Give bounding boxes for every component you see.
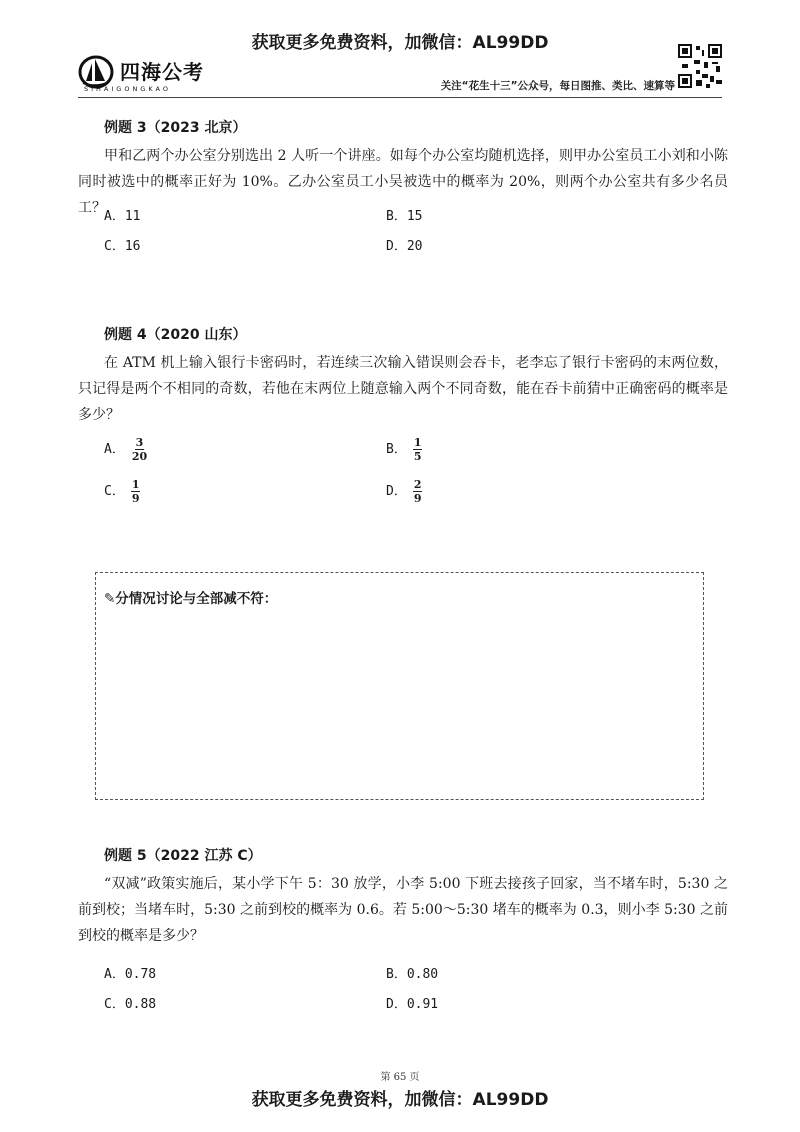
question-3-text: 甲和乙两个办公室分别选出 2 人听一个讲座。如每个办公室均随机选择，则甲办公室员工小刘和小陈同时被选中的概率正好为 10%。乙办公室员工小吴被选中的概率为 20%，则两个办公室共有多少名员工？ xyxy=(78,148,728,216)
question-5-option-c: C．0.88 xyxy=(104,997,157,1012)
logo-text-en: SIHAIGONGKAO xyxy=(84,85,171,93)
question-4-text: 在 ATM 机上输入银行卡密码时，若连续三次输入错误则会吞卡，老李忘了银行卡密码的末两位数，只记得是两个不相同的奇数，若他在末两位上随意输入两个不同奇数，能在吞卡前猜中正确密码的概率是多少？ xyxy=(78,355,728,423)
logo-text-cn: 四海公考 xyxy=(120,60,204,84)
option-letter: B． xyxy=(386,442,407,457)
question-3-option-d: D．20 xyxy=(386,239,423,254)
note-box xyxy=(95,572,704,800)
question-3-title: 例题 3（2023 北京） xyxy=(104,120,247,136)
question-5-text: “双减”政策实施后，某小学下午 5：30 放学，小李 5:00 下班去接孩子回家，当不堵车时，5:30 之前到校；当堵车时，5:30 之前到校的概率为 0.6。若 5:00～5:30 堵车的概率为 0.3，则小李 5:30 之前到校的概率是多少？ xyxy=(78,876,728,944)
question-5-option-d: D．0.91 xyxy=(386,997,439,1012)
numerator: 3 xyxy=(135,436,144,449)
brand-logo xyxy=(78,54,238,94)
promo-banner-bottom: 获取更多免费资料，加微信：AL99DD xyxy=(251,1090,549,1110)
question-5-option-a: A．0.78 xyxy=(104,967,157,982)
note-box-label: ✎分情况讨论与全部减不符： xyxy=(104,591,278,607)
header-divider xyxy=(78,97,722,98)
numerator: 1 xyxy=(131,478,140,491)
question-3-option-a: A．11 xyxy=(104,209,141,224)
denominator: 9 xyxy=(131,492,140,505)
numerator: 1 xyxy=(413,436,422,449)
fraction xyxy=(413,478,423,505)
numerator: 2 xyxy=(413,478,422,491)
header-note: 关注“花生十三”公众号，每日图推、类比、速算等 xyxy=(440,80,675,92)
question-4-title: 例题 4（2020 山东） xyxy=(104,327,247,343)
qr-code-icon xyxy=(678,44,722,88)
fraction xyxy=(131,478,141,505)
question-4-option-b xyxy=(386,436,422,463)
denominator: 5 xyxy=(413,450,422,463)
denominator: 20 xyxy=(131,450,148,463)
option-letter: C． xyxy=(104,484,125,499)
fraction xyxy=(413,436,423,463)
page-number: 第 65 页 xyxy=(380,1072,420,1083)
question-5-option-b: B．0.80 xyxy=(386,967,439,982)
question-4-option-d xyxy=(386,478,422,505)
denominator: 9 xyxy=(413,492,422,505)
question-5-title: 例题 5（2022 江苏 C） xyxy=(104,848,262,864)
question-4-option-a xyxy=(104,436,148,463)
question-3-option-c: C．16 xyxy=(104,239,141,254)
question-3-option-b: B．15 xyxy=(386,209,423,224)
fraction xyxy=(131,436,148,463)
question-4-option-c xyxy=(104,478,140,505)
promo-banner-top: 获取更多免费资料，加微信：AL99DD xyxy=(251,33,549,53)
option-letter: A． xyxy=(104,442,125,457)
option-letter: D． xyxy=(386,484,407,499)
